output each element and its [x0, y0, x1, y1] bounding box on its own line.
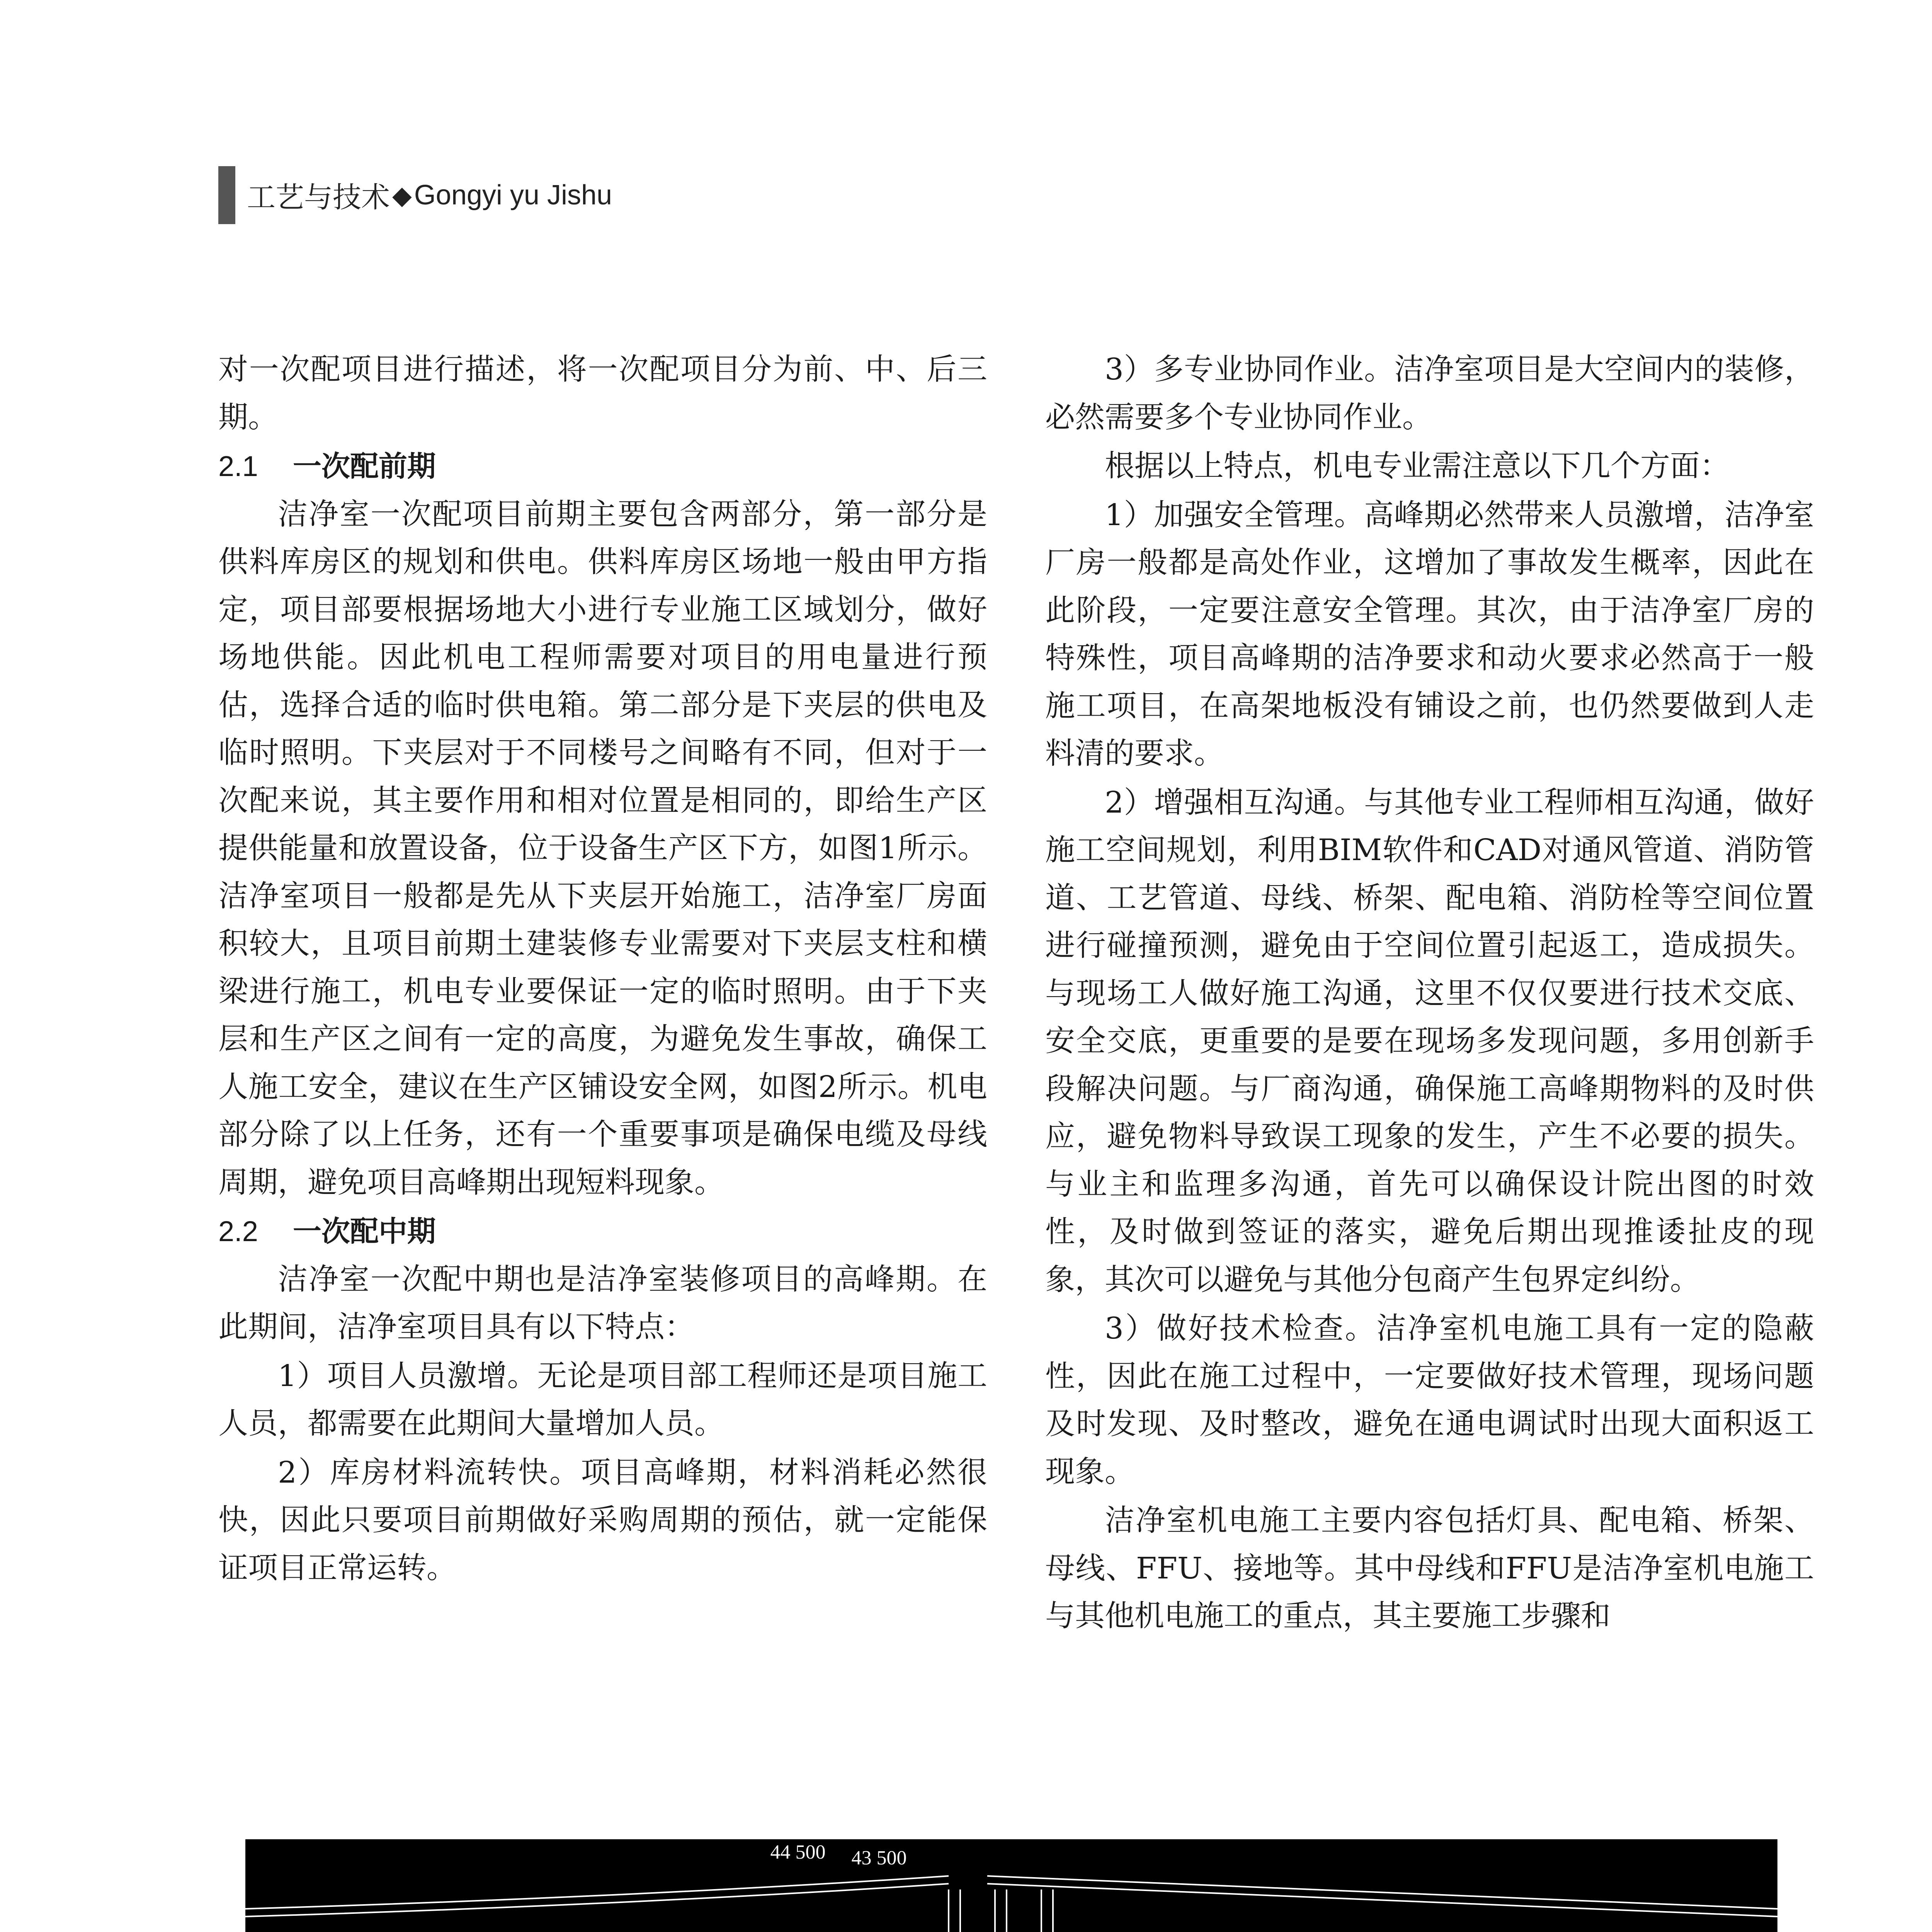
paragraph: 1）项目人员激增。无论是项目部工程师还是项目施工人员，都需要在此期间大量增加人员。: [218, 1359, 987, 1441]
section-title: 一次配前期: [293, 450, 436, 483]
paragraph: 2）增强相互沟通。与其他专业工程师相互沟通，做好施工空间规划，利用BIM软件和CAD对通风管道、消防管道、工艺管道、母线、桥架、配电箱、消防栓等空间位置进行碰撞预测，避免由于空间位置引起返工，造成损失。与现场工人做好施工沟通，这里不仅仅要进行技术交底、安全交底，更重要的是要在现场多发现问题，多用创新手段解决问题。与厂商沟通，确保施工高峰期物料的及时供应，避免物料导致误工现象的发生，产生不必要的损失。与业主和监理多沟通，首先可以确保设计院出图的时效性，及时做到签证的落实，避免后期出现推诿扯皮的现象，其次可以避免与其他分包商产生包界定纠纷。: [1045, 785, 1814, 1297]
paragraph: 洁净室一次配项目前期主要包含两部分，第一部分是供料库房区的规划和供电。供料库房区场地一般由甲方指定，项目部要根据场地大小进行专业施工区域划分，做好场地供能。因此机电工程师需要对项目的用电量进行预估，选择合适的临时供电箱。第二部分是下夹层的供电及临时照明。下夹层对于不同楼号之间略有不同，但对于一次配来说，其主要作用和相对位置是相同的，即给生产区提供能量和放置设备，位于设备生产区下方，如图1所示。洁净室项目一般都是先从下夹层开始施工，洁净室厂房面积较大，且项目前期土建装修专业需要对下夹层支柱和横梁进行施工，机电专业要保证一定的临时照明。由于下夹层和生产区之间有一定的高度，为避免发生事故，确保工人施工安全，建议在生产区铺设安全网，如图2所示。机电部分除了以上任务，还有一个重要事项是确保电缆及母线周期，避免项目高峰期出现短料现象。: [218, 497, 987, 1200]
paragraph: 3）多专业协同作业。洁净室项目是大空间内的装修，必然需要多个专业协同作业。: [1045, 352, 1814, 435]
section-number: 2.1: [218, 450, 258, 482]
header-title-en: Gongyi yu Jishu: [414, 180, 612, 211]
header-bar: [218, 166, 235, 224]
figure-1: [245, 1839, 1777, 1932]
roof-line-left-inner: [245, 1884, 949, 1917]
elevation-label-left: 44 500: [770, 1841, 826, 1863]
paragraph: 3）做好技术检查。洁净室机电施工具有一定的隐蔽性，因此在施工过程中，一定要做好技术管理，现场问题及时发现、及时整改，避免在通电调试时出现大面积返工现象。: [1045, 1311, 1814, 1489]
section-number: 2.2: [218, 1215, 258, 1247]
paragraph: 2）库房材料流转快。项目高峰期，材料消耗必然很快，因此只要项目前期做好采购周期的预估，就一定能保证项目正常运转。: [218, 1455, 987, 1585]
running-header: [218, 166, 612, 224]
paragraph: 根据以上特点，机电专业需注意以下几个方面：: [1105, 449, 1730, 483]
figure-1-diagram: [245, 1839, 1777, 1932]
section-heading: [218, 1208, 987, 1256]
paragraph: 洁净室机电施工主要内容包括灯具、配电箱、桥架、母线、FFU、接地等。其中母线和FFU是洁净室机电施工与其他机电施工的重点，其主要施工步骤和: [1045, 1503, 1814, 1633]
roof-line-right: [987, 1876, 1777, 1909]
header-title-cn: 工艺与技术: [247, 181, 390, 214]
elevation-label-right: 43 500: [851, 1847, 907, 1869]
paragraph: 对一次配项目进行描述，将一次配项目分为前、中、后三期。: [218, 352, 987, 435]
paragraph: 洁净室一次配中期也是洁净室装修项目的高峰期。在此期间，洁净室项目具有以下特点：: [218, 1262, 987, 1344]
paragraph: 1）加强安全管理。高峰期必然带来人员激增，洁净室厂房一般都是高处作业，这增加了事故发生概率，因此在此阶段，一定要注意安全管理。其次，由于洁净室厂房的特殊性，项目高峰期的洁净要求和动火要求必然高于一般施工项目，在高架地板没有铺设之前，也仍然要做到人走料清的要求。: [1045, 498, 1814, 771]
right-column: [1045, 346, 1814, 1641]
roof-line-right-inner: [987, 1884, 1777, 1917]
section-heading: [218, 442, 987, 491]
section-title: 一次配中期: [293, 1215, 436, 1248]
left-column: [218, 346, 987, 1593]
header-diamond: ◆: [392, 180, 412, 210]
